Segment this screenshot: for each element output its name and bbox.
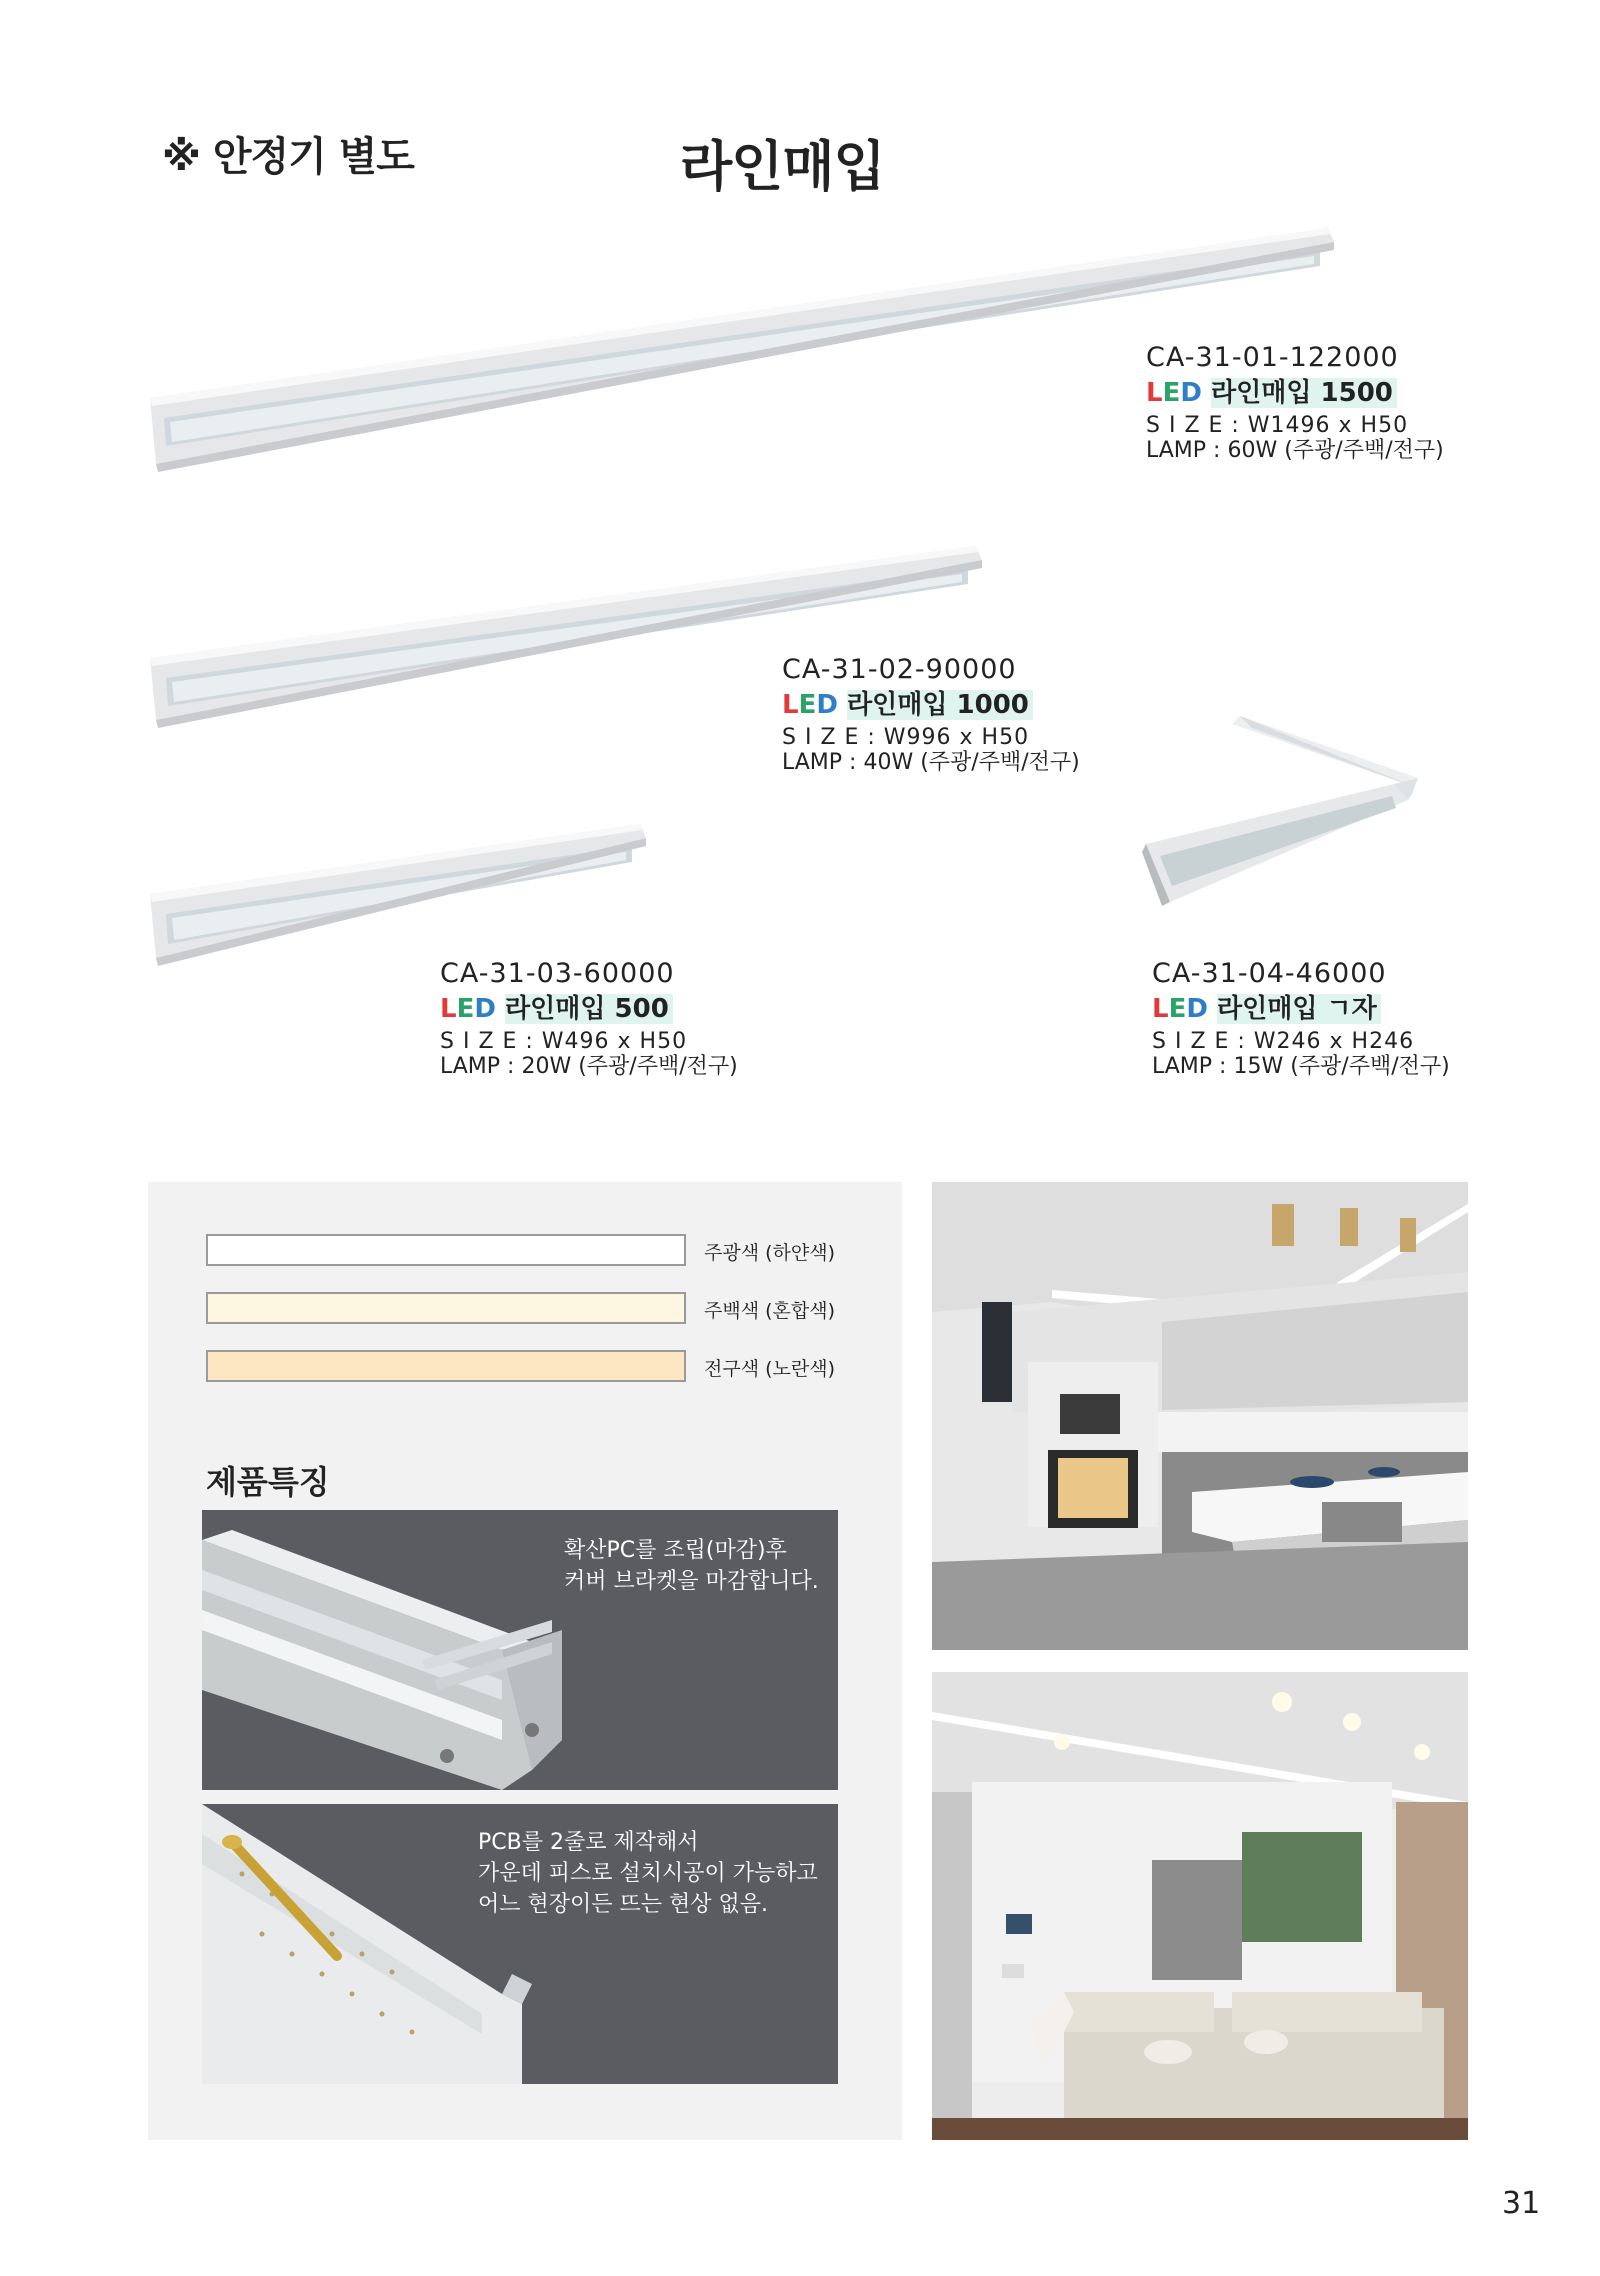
swatch-daylight <box>206 1234 686 1266</box>
led-letter-e: E <box>798 690 817 721</box>
kitchen-installation-photo <box>932 1182 1468 1650</box>
swatch-label-daylight: 주광색 (하얀색) <box>704 1242 835 1264</box>
swatch-warm <box>206 1350 686 1382</box>
swatch-label-neutral: 주백색 (혼합색) <box>704 1300 835 1322</box>
features-title: 제품특징 <box>206 1463 330 1501</box>
product-size: S I Z E : W1496 x H50 <box>1146 412 1409 438</box>
page-title: 라인매입 <box>680 135 885 198</box>
product-code: CA-31-01-122000 <box>1146 342 1399 373</box>
feature-text-pcb: PCB를 2줄로 제작해서 가운데 피스로 설치시공이 가능하고 어느 현장이든 뜨는 현상 없음. <box>478 1830 818 1917</box>
feature-text-assembly: 확산PC를 조립(마감)후 커버 브라켓을 마감합니다. <box>564 1538 819 1594</box>
product-name <box>440 995 738 1025</box>
product-code: CA-31-02-90000 <box>782 654 1017 685</box>
product-spec-1500 <box>1146 342 1444 464</box>
product-image-500 <box>148 818 648 968</box>
feature-box-assembly <box>202 1510 838 1790</box>
led-letter-l: L <box>1146 378 1163 409</box>
product-image-l-shape <box>1140 714 1420 914</box>
product-name-text: 라인매입 1500 <box>1211 378 1397 408</box>
product-name-text: 라인매입 500 <box>505 994 673 1024</box>
led-letter-l: L <box>782 690 799 721</box>
living-room-installation-photo <box>932 1672 1468 2140</box>
product-spec-1000 <box>782 654 1080 776</box>
product-name-text: 라인매입 1000 <box>847 690 1033 720</box>
product-name <box>782 691 1080 721</box>
product-name-text: 라인매입 ㄱ자 <box>1217 994 1381 1024</box>
product-lamp: LAMP : 20W (주광/주백/전구) <box>440 1054 738 1080</box>
led-letter-d: D <box>1180 378 1202 409</box>
product-spec-l-shape <box>1152 958 1450 1080</box>
feature-box-pcb <box>202 1804 838 2084</box>
product-lamp: LAMP : 15W (주광/주백/전구) <box>1152 1054 1450 1080</box>
product-size: S I Z E : W996 x H50 <box>782 724 1030 750</box>
product-lamp: LAMP : 40W (주광/주백/전구) <box>782 750 1080 776</box>
led-letter-e: E <box>1162 378 1181 409</box>
led-letter-l: L <box>1152 994 1169 1025</box>
product-size: S I Z E : W496 x H50 <box>440 1028 688 1054</box>
product-code: CA-31-03-60000 <box>440 958 675 989</box>
color-feature-panel <box>148 1182 902 2140</box>
product-spec-500 <box>440 958 738 1080</box>
led-letter-d: D <box>474 994 496 1025</box>
led-letter-l: L <box>440 994 457 1025</box>
product-name <box>1146 379 1444 409</box>
page-number: 31 <box>1502 2186 1541 2221</box>
product-name <box>1152 995 1450 1025</box>
product-lamp: LAMP : 60W (주광/주백/전구) <box>1146 438 1444 464</box>
led-letter-e: E <box>456 994 475 1025</box>
product-size: S I Z E : W246 x H246 <box>1152 1028 1415 1054</box>
ballast-note: ※ 안정기 별도 <box>162 134 414 180</box>
product-code: CA-31-04-46000 <box>1152 958 1387 989</box>
led-letter-d: D <box>816 690 838 721</box>
swatch-label-warm: 전구색 (노란색) <box>704 1358 835 1380</box>
led-letter-e: E <box>1168 994 1187 1025</box>
swatch-neutral <box>206 1292 686 1324</box>
led-letter-d: D <box>1186 994 1208 1025</box>
